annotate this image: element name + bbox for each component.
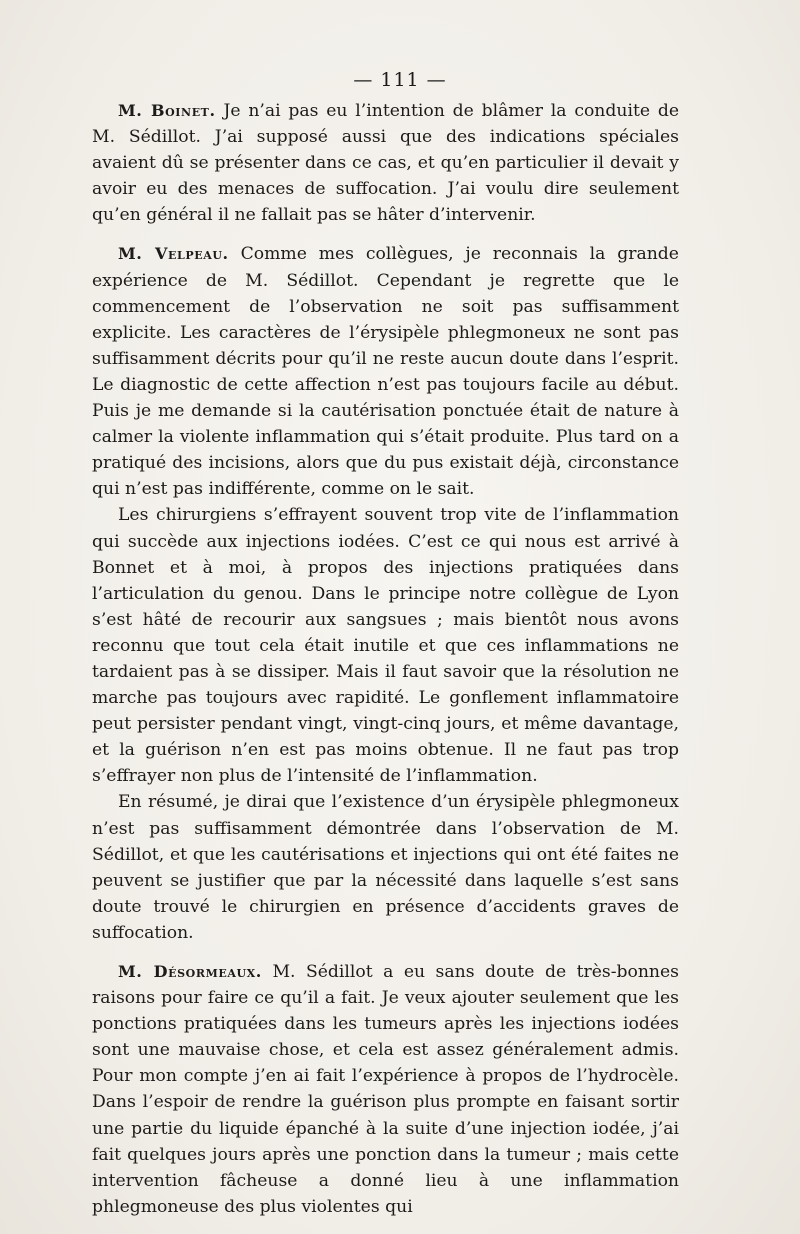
speaker-name: M. Velpeau. — [118, 244, 229, 264]
speech-text: Comme mes collègues, je reconnais la grande expérience de M. Sédillot. Cependant je regrette que le commencement de l’observation ne soit pas suffisamment explicite. Les caractères de l’érysipèle phlegmoneux ne sont pas suffisamment décrits pour qu’il ne reste aucun doute dans l’esprit. Le diagnostic de cette affection n’est pas toujours facile au début. Puis je me demande si la cautérisation ponctuée était de nature à calmer la violente inflammation qui s’était produite. Plus tard on a pratiqué des incisions, alors que du pus existait déjà, circonstance qui n’est pas indifférente, comme on le sait. — [92, 244, 679, 500]
speaker-name: M. Désormeaux. — [118, 962, 262, 981]
paragraph-summary: En résumé, je dirai que l’existence d’un érysipèle phlegmoneux n’est pas suffisamment démontrée dans l’observation de M. Sédillot, et que les cautérisations et injections qui ont été faites ne peuvent se justifier que par la nécessité dans laquelle s’est sans doute trouvé le chirurgien en présence d’accidents graves de suffocation. — [92, 792, 679, 943]
speech-velpeau — [92, 241, 679, 502]
speech-text: Je n’ai pas eu l’intention de blâmer la conduite de M. Sédillot. J’ai supposé aussi que des indications spéciales avaient dû se présenter dans ce cas, et qu’en particulier il devait y avoir eu des menaces de suffocation. J’ai voulu dire seulement qu’en général il ne fallait pas se hâter d’intervenir. — [92, 101, 680, 226]
speech-desormeaux — [92, 959, 679, 1220]
paragraph-continuation: Les chirurgiens s’effrayent souvent trop vite de l’inflammation qui succède aux injections iodées. C’est ce qui nous est arrivé à Bonnet et à moi, à propos des injections pratiquées dans l’articulation du genou. Dans le principe notre collègue de Lyon s’est hâté de recourir aux sangsues ; mais bientôt nous avons reconnu que tout cela était inutile et que ces inflammations ne tardaient pas à se dissiper. Mais il faut savoir que la résolution ne marche pas toujours avec rapidité. Le gonflement inflammatoire peut persister pendant vingt, vingt-cinq jours, et même davantage, et la guérison n’en est pas moins obtenue. Il ne faut pas trop s’effrayer non plus de l’intensité de l’inflammation. — [92, 505, 679, 787]
page-body — [92, 98, 679, 1220]
page-number: — 111 — — [353, 69, 447, 91]
speech-boinet — [92, 98, 679, 228]
speaker-name: M. Boinet. — [118, 101, 216, 120]
speech-text: M. Sédillot a eu sans doute de très-bonnes raisons pour faire ce qu’il a fait. Je veux ajouter seulement que les ponctions pratiquées dans les tumeurs après les injections iodées sont une mauvaise chose, et cela est assez généralement admis. Pour mon compte j’en ai fait l’expérience à propos de l’hydrocèle. Dans l’espoir de rendre la guérison plus prompte en faisant sortir une partie du liquide épanché à la suite d’une injection iodée, j’ai fait quelques jours après une ponction dans la tumeur ; mais cette intervention fâcheuse a donné lieu à une inflammation phlegmoneuse des plus violentes qui — [92, 962, 679, 1217]
